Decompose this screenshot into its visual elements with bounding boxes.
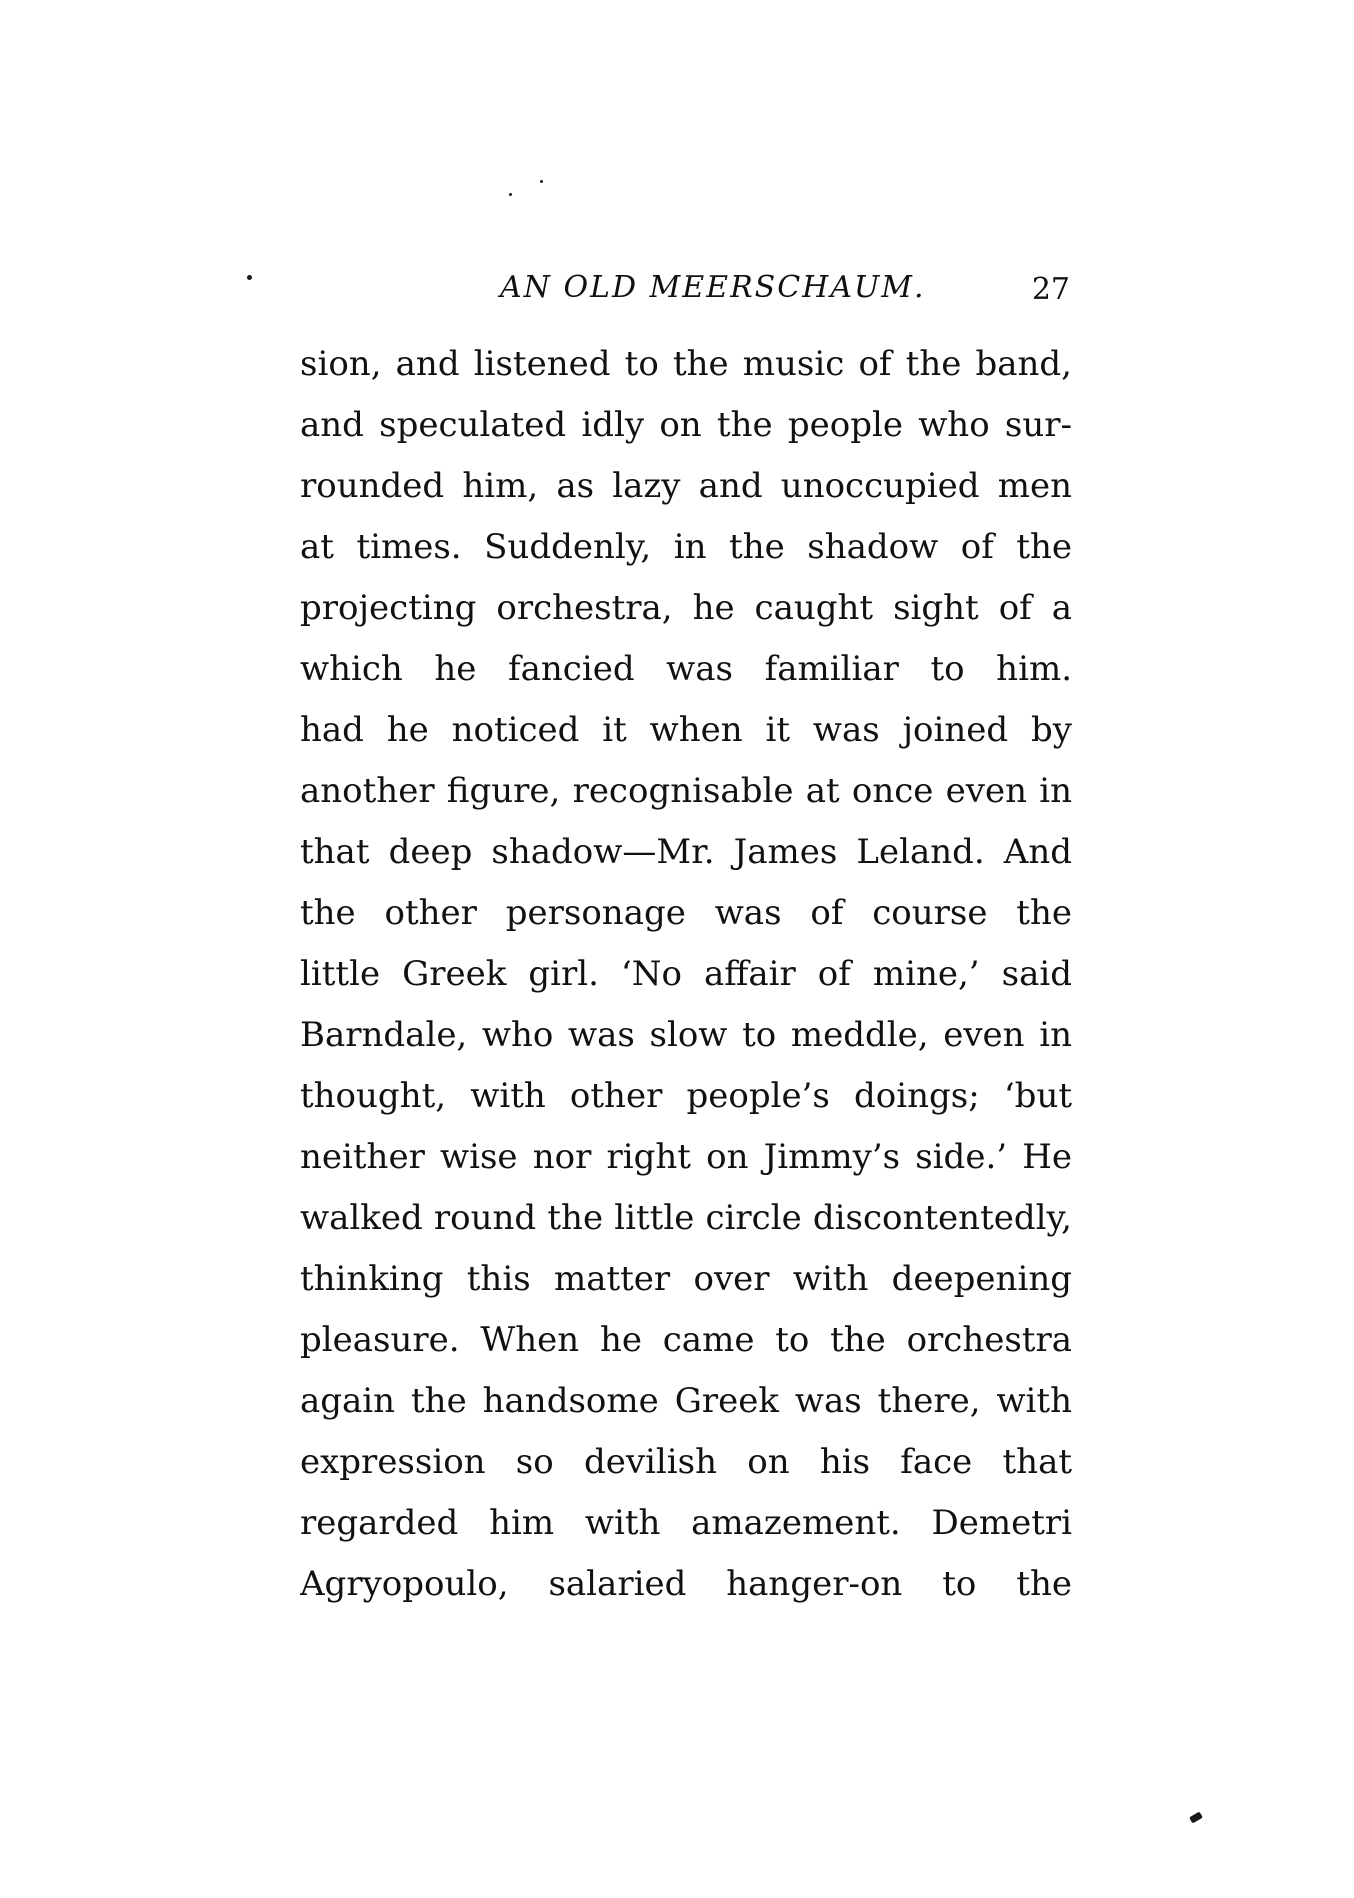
- scan-speck: [509, 193, 512, 196]
- text-line: that deep shadow—Mr. James Leland. And: [300, 832, 1072, 872]
- text-line: thought, with other people’s doings; ‘but: [300, 1076, 1072, 1116]
- text-line: pleasure. When he came to the orchestra: [300, 1320, 1072, 1360]
- body-text: [300, 334, 1072, 1615]
- running-head: [300, 262, 1080, 312]
- text-line: thinking this matter over with deepening: [300, 1259, 1072, 1299]
- text-line: Agryopoulo, salaried hanger-on to the: [300, 1564, 1072, 1604]
- text-line: neither wise nor right on Jimmy’s side.’ He: [300, 1137, 1072, 1177]
- text-line: rounded him, as lazy and unoccupied men: [300, 466, 1072, 506]
- text-line: Barndale, who was slow to meddle, even in: [300, 1015, 1072, 1055]
- text-line: had he noticed it when it was joined by: [300, 710, 1072, 750]
- text-line: at times. Suddenly, in the shadow of the: [300, 527, 1072, 567]
- text-line: sion, and listened to the music of the band,: [300, 344, 1072, 384]
- text-line: which he fancied was familiar to him.: [300, 649, 1072, 689]
- text-line: walked round the little circle discontentedly,: [300, 1198, 1072, 1238]
- running-title: AN OLD MEERSCHAUM.: [500, 270, 926, 305]
- text-line: little Greek girl. ‘No affair of mine,’ said: [300, 954, 1072, 994]
- text-line: projecting orchestra, he caught sight of a: [300, 588, 1072, 628]
- text-line: another figure, recognisable at once even in: [300, 771, 1072, 811]
- text-line: again the handsome Greek was there, with: [300, 1381, 1072, 1421]
- page-number: 27: [1031, 272, 1070, 307]
- text-line: expression so devilish on his face that: [300, 1442, 1072, 1482]
- scan-speck: [540, 180, 543, 183]
- scan-speck: [1189, 1811, 1203, 1823]
- scan-speck: [247, 275, 252, 280]
- text-line: the other personage was of course the: [300, 893, 1072, 933]
- text-line: regarded him with amazement. Demetri: [300, 1503, 1072, 1543]
- text-line: and speculated idly on the people who sur-: [300, 405, 1072, 445]
